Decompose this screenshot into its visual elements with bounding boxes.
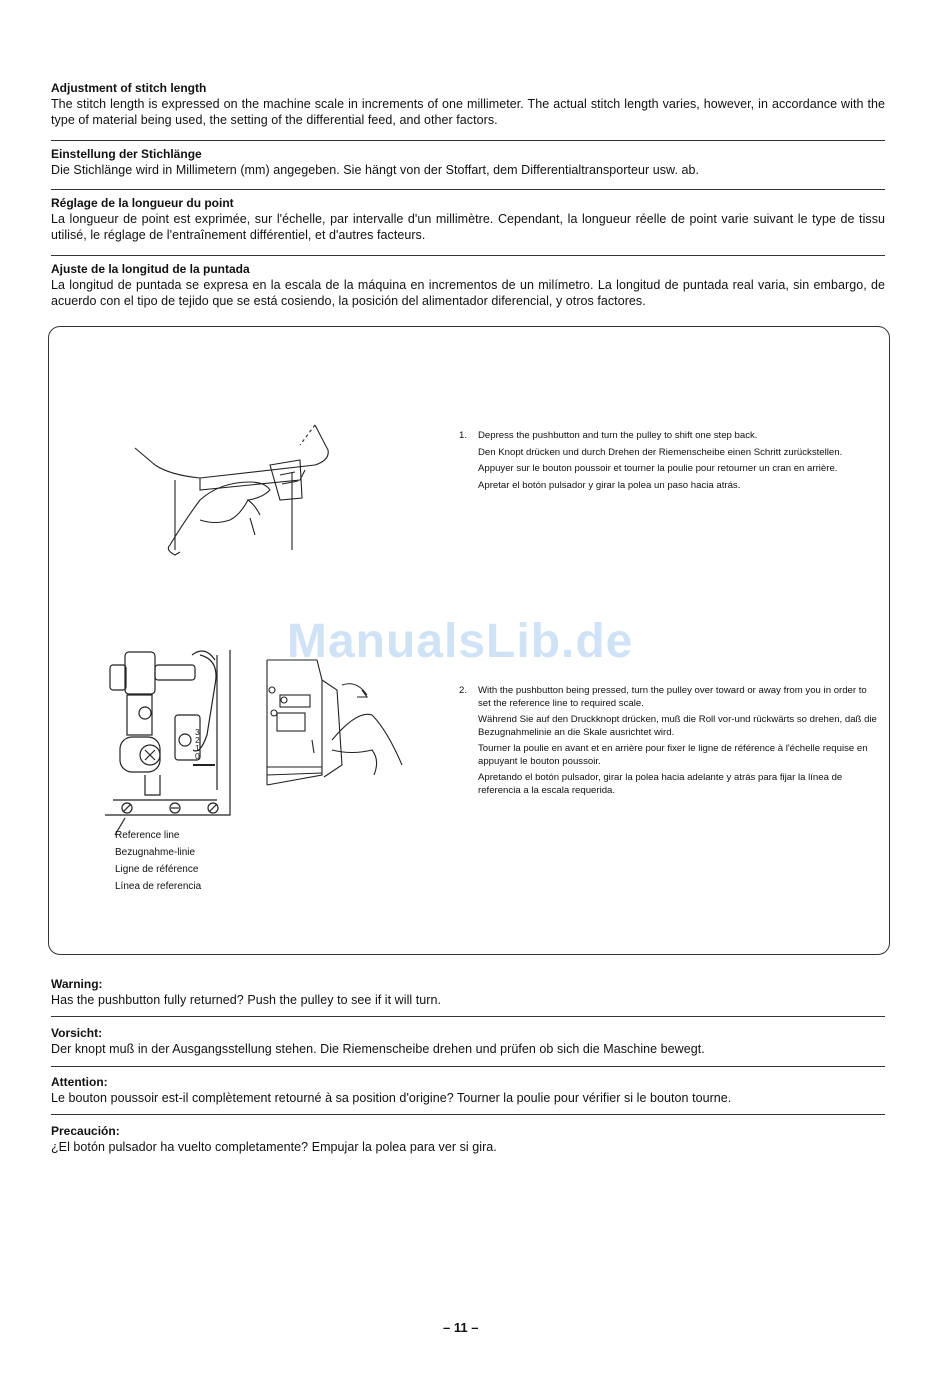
step-text: With the pushbutton being pressed, turn the pulley over toward or away from you in order to set the reference line to required scale. (478, 685, 867, 709)
warning-title: Attention: (51, 1075, 108, 1089)
step-text: Apretar el botón pulsador y girar la polea un paso hacia atrás. (478, 479, 741, 491)
divider (51, 189, 885, 190)
pushbutton-illustration (130, 420, 350, 560)
section-title: Einstellung der Stichlänge (51, 147, 202, 161)
step-2 (459, 685, 879, 825)
step-text: Appuyer sur le bouton poussoir et tourner la poulie pour retourner un cran en arrière. (478, 463, 838, 474)
watermark: ManualsLib.de (287, 615, 634, 668)
section-title: Adjustment of stitch length (51, 81, 207, 95)
step-text: Den Knopt drücken und durch Drehen der Riemenscheibe einen Schritt zurückstellen. (478, 446, 843, 458)
divider (51, 140, 885, 141)
page-number: – 11 – (443, 1320, 479, 1335)
section-french (51, 196, 885, 243)
section-german (51, 147, 885, 178)
scale-mark: 1 (195, 743, 200, 753)
divider (51, 1114, 885, 1115)
step-1 (459, 430, 879, 530)
section-body: The stitch length is expressed on the machine scale in increments of one millimeter. The actual stitch length varies, however, in accordance with the type of material being used, the setting of the differential feed, and other factors. (51, 97, 885, 127)
warning-french (51, 1075, 885, 1106)
warning-title: Warning: (51, 977, 103, 991)
section-spanish (51, 262, 885, 309)
step-text: Tourner la poulie en avant et en arrière pour fixer le ligne de référence à l'échelle requise en appuyant le bouton poussoir. (478, 743, 868, 767)
section-body: La longueur de point est exprimée, sur l'échelle, par intervalle d'un millimètre. Cependant, la longueur réelle de point varie suivant le type de tissu utilisé, le réglage de l'entraînement différentiel, et d'autres facteurs. (51, 212, 885, 242)
reference-label: Ligne de référence (115, 864, 199, 875)
divider (51, 1066, 885, 1067)
scale-mark: 3 (195, 727, 200, 737)
divider (51, 1016, 885, 1017)
warning-spanish (51, 1124, 885, 1155)
warning-german (51, 1026, 885, 1057)
step-text: Apretando el botón pulsador, girar la polea hacia adelante y atrás para fijar la línea de referencia a la escala requerida. (478, 772, 843, 796)
scale-illustration (105, 640, 245, 822)
warning-english (51, 977, 885, 1008)
section-title: Réglage de la longueur du point (51, 196, 234, 210)
step-number: 2. (459, 685, 468, 696)
warning-title: Precaución: (51, 1124, 120, 1138)
warning-body: Has the pushbutton fully returned? Push the pulley to see if it will turn. (51, 993, 442, 1007)
step-number: 1. (459, 430, 468, 441)
scale-mark: 0 (195, 751, 200, 761)
section-english (51, 81, 885, 128)
step-text: Depress the pushbutton and turn the pulley to shift one step back. (478, 430, 758, 441)
warning-title: Vorsicht: (51, 1026, 103, 1040)
section-body: La longitud de puntada se expresa en la escala de la máquina en incrementos de un milímetro. La longitud de puntada real varia, sin embargo, de acuerdo con el tipo de tejido que se está cosiendo, la posición del alimentador diferencial, y otros factores. (51, 278, 885, 308)
reference-label: Línea de referencia (115, 881, 202, 892)
reference-labels (115, 829, 205, 897)
reference-label: Bezugnahme-linie (115, 847, 196, 858)
section-title: Ajuste de la longitud de la puntada (51, 262, 250, 276)
step-text: Während Sie auf den Druckknopt drücken, muß die Roll vor-und rückwärts so drehen, daß die Bezugnahmelinie an die Skale ausrichtet wird. (478, 714, 877, 738)
reference-label: Reference line (115, 830, 180, 841)
warning-body: ¿El botón pulsador ha vuelto completamente? Empujar la polea para ver si gira. (51, 1140, 497, 1154)
divider (51, 255, 885, 256)
warning-body: Le bouton poussoir est-il complètement retourné à sa position d'origine? Tourner la poulie pour vérifier si le bouton tourne. (51, 1091, 732, 1105)
scale-mark: 2 (195, 735, 200, 745)
section-body: Die Stichlänge wird in Millimetern (mm) angegeben. Sie hängt von der Stoffart, dem Differentialtransporteur usw. ab. (51, 163, 700, 177)
warning-body: Der knopt muß in der Ausgangsstellung stehen. Die Riemenscheibe drehen und prüfen ob sich die Maschine bewegt. (51, 1042, 705, 1056)
pulley-illustration (262, 655, 407, 790)
